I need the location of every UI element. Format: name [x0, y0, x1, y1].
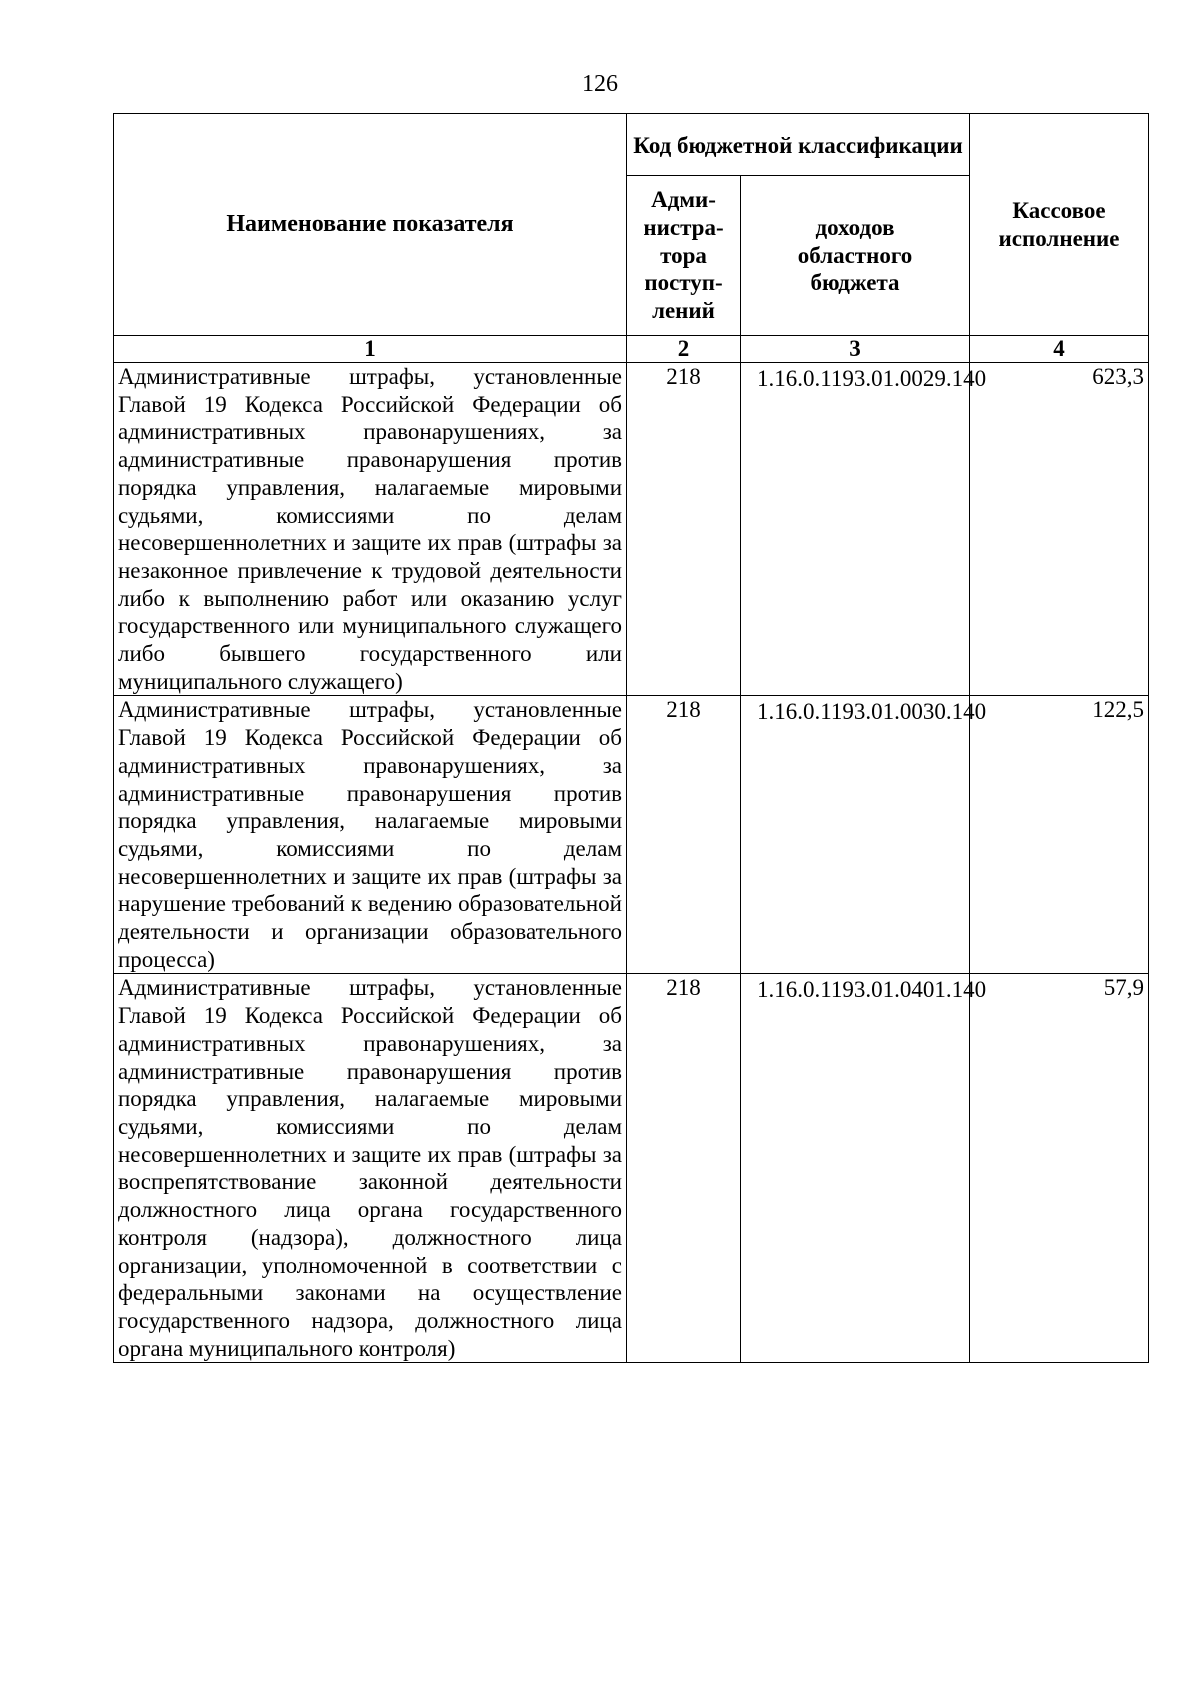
- table-row: [114, 696, 1149, 974]
- table-row: [114, 974, 1149, 1363]
- header-kbk-group: Код бюджетной классификации: [627, 114, 970, 176]
- row-administrator-code: 218: [627, 974, 741, 1363]
- row-income-code: 1.16.0.1193.01.0030.140: [741, 696, 970, 974]
- page-number: 126: [582, 71, 618, 97]
- column-number-3: 3: [741, 336, 970, 363]
- row-indicator-name: Административные штрафы, установленные Главой 19 Кодекса Российской Федерации об административных правонарушениях, за административные правонарушения против порядка управления, налагаемые мировыми судьями, комиссиями по делам несовершеннолетних и защите их прав (штрафы за нарушение требований к ведению образовательной деятельности и организации образовательного процесса): [114, 696, 627, 974]
- row-cash-amount: 57,9: [970, 974, 1149, 1363]
- header-indicator-name: Наименование показателя: [114, 114, 627, 336]
- header-administrator: Адми-нистра-тора поступ-лений: [627, 176, 741, 336]
- row-administrator-code: 218: [627, 696, 741, 974]
- table-row: [114, 363, 1149, 696]
- column-number-1: 1: [114, 336, 627, 363]
- row-cash-amount: 623,3: [970, 363, 1149, 696]
- budget-table: [113, 113, 1149, 1363]
- row-administrator-code: 218: [627, 363, 741, 696]
- header-cash-execution: Кассовое исполнение: [970, 114, 1149, 336]
- row-income-code: 1.16.0.1193.01.0401.140: [741, 974, 970, 1363]
- column-number-2: 2: [627, 336, 741, 363]
- row-indicator-name: Административные штрафы, установленные Главой 19 Кодекса Российской Федерации об административных правонарушениях, за административные правонарушения против порядка управления, налагаемые мировыми судьями, комиссиями по делам несовершеннолетних и защите их прав (штрафы за воспрепятствование законной деятельности должностного лица органа государственного контроля (надзора), должностного лица организации, уполномоченной в соответствии с федеральными законами на осуществление государственного надзора, должностного лица органа муниципального контроля): [114, 974, 627, 1363]
- header-income-code: доходов областного бюджета: [741, 176, 970, 336]
- row-cash-amount: 122,5: [970, 696, 1149, 974]
- row-indicator-name: Административные штрафы, установленные Главой 19 Кодекса Российской Федерации об административных правонарушениях, за административные правонарушения против порядка управления, налагаемые мировыми судьями, комиссиями по делам несовершеннолетних и защите их прав (штрафы за незаконное привлечение к трудовой деятельности либо к выполнению работ или оказанию услуг государственного или муниципального служащего либо бывшего государственного или муниципального служащего): [114, 363, 627, 696]
- row-income-code: 1.16.0.1193.01.0029.140: [741, 363, 970, 696]
- column-number-4: 4: [970, 336, 1149, 363]
